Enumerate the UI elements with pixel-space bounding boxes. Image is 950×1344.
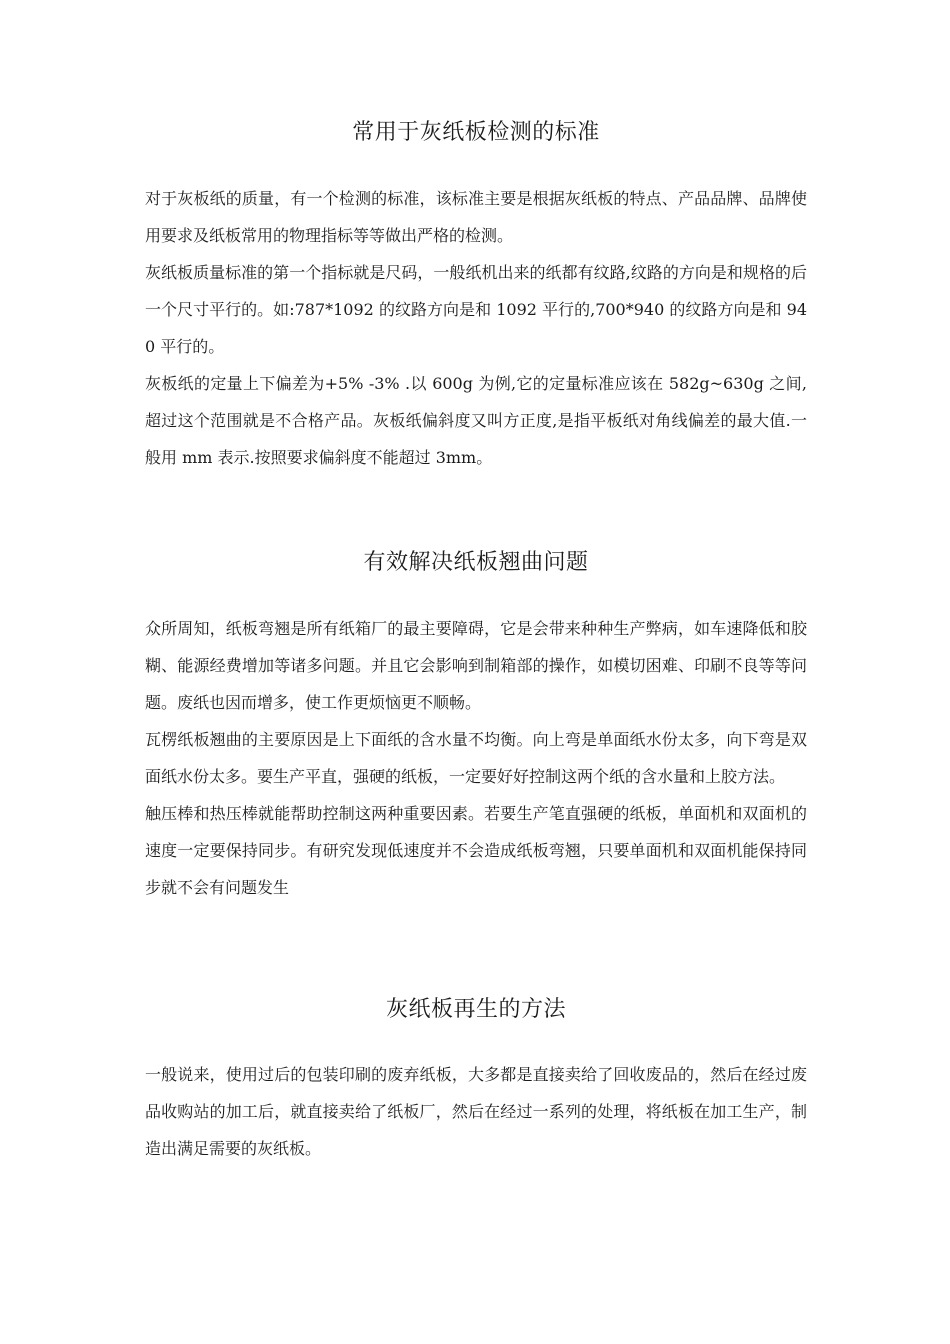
paragraph: 瓦楞纸板翘曲的主要原因是上下面纸的含水量不均衡。向上弯是单面纸水份太多，向下弯是双面纸水份太多。要生产平直，强硬的纸板，一定要好好控制这两个纸的含水量和上胶方法。 [145,730,807,786]
section-heading: 灰纸板再生的方法 [385,997,566,1022]
section-heading: 常用于灰纸板检测的标准 [352,120,600,145]
paragraph: 一般说来，使用过后的包装印刷的废弃纸板，大多都是直接卖给了回收废品的，然后在经过废品收购站的加工后，就直接卖给了纸板厂，然后在经过一系列的处理，将纸板在加工生产，制造出满足需要的灰纸板。 [145,1065,807,1158]
section-warping-solution [145,548,807,906]
section-heading: 有效解决纸板翘曲问题 [363,550,589,575]
paragraph: 触压棒和热压棒就能帮助控制这两种重要因素。若要生产笔直强硬的纸板，单面机和双面机的速度一定要保持同步。有研究发现低速度并不会造成纸板弯翘，只要单面机和双面机能保持同步就不会有问题发生 [145,804,807,897]
paragraph: 对于灰板纸的质量，有一个检测的标准，该标准主要是根据灰纸板的特点、产品品牌、品牌使用要求及纸板常用的物理指标等等做出严格的检测。 [145,189,807,245]
paragraph: 众所周知，纸板弯翘是所有纸箱厂的最主要障碍，它是会带来种种生产弊病，如车速降低和胶糊、能源经费增加等诸多问题。并且它会影响到制箱部的操作，如模切困难、印刷不良等等问题。废纸也因而增多，使工作更烦恼更不顺畅。 [145,619,807,712]
paragraph: 灰板纸的定量上下偏差为+5% -3% .以 600g 为例,它的定量标准应该在 582g~630g 之间,超过这个范围就是不合格产品。灰板纸偏斜度又叫方正度,是指平板纸对角线偏差的最大值.一般用 mm 表示.按照要求偏斜度不能超过 3mm。 [145,374,807,467]
section-gray-board-standards [145,118,807,476]
section-recycling-method [145,995,807,1167]
paragraph: 灰纸板质量标准的第一个指标就是尺码，一般纸机出来的纸都有纹路,纹路的方向是和规格的后一个尺寸平行的。如:787*1092 的纹路方向是和 1092 平行的,700*940 的纹路方向是和 940 平行的。 [145,263,807,356]
